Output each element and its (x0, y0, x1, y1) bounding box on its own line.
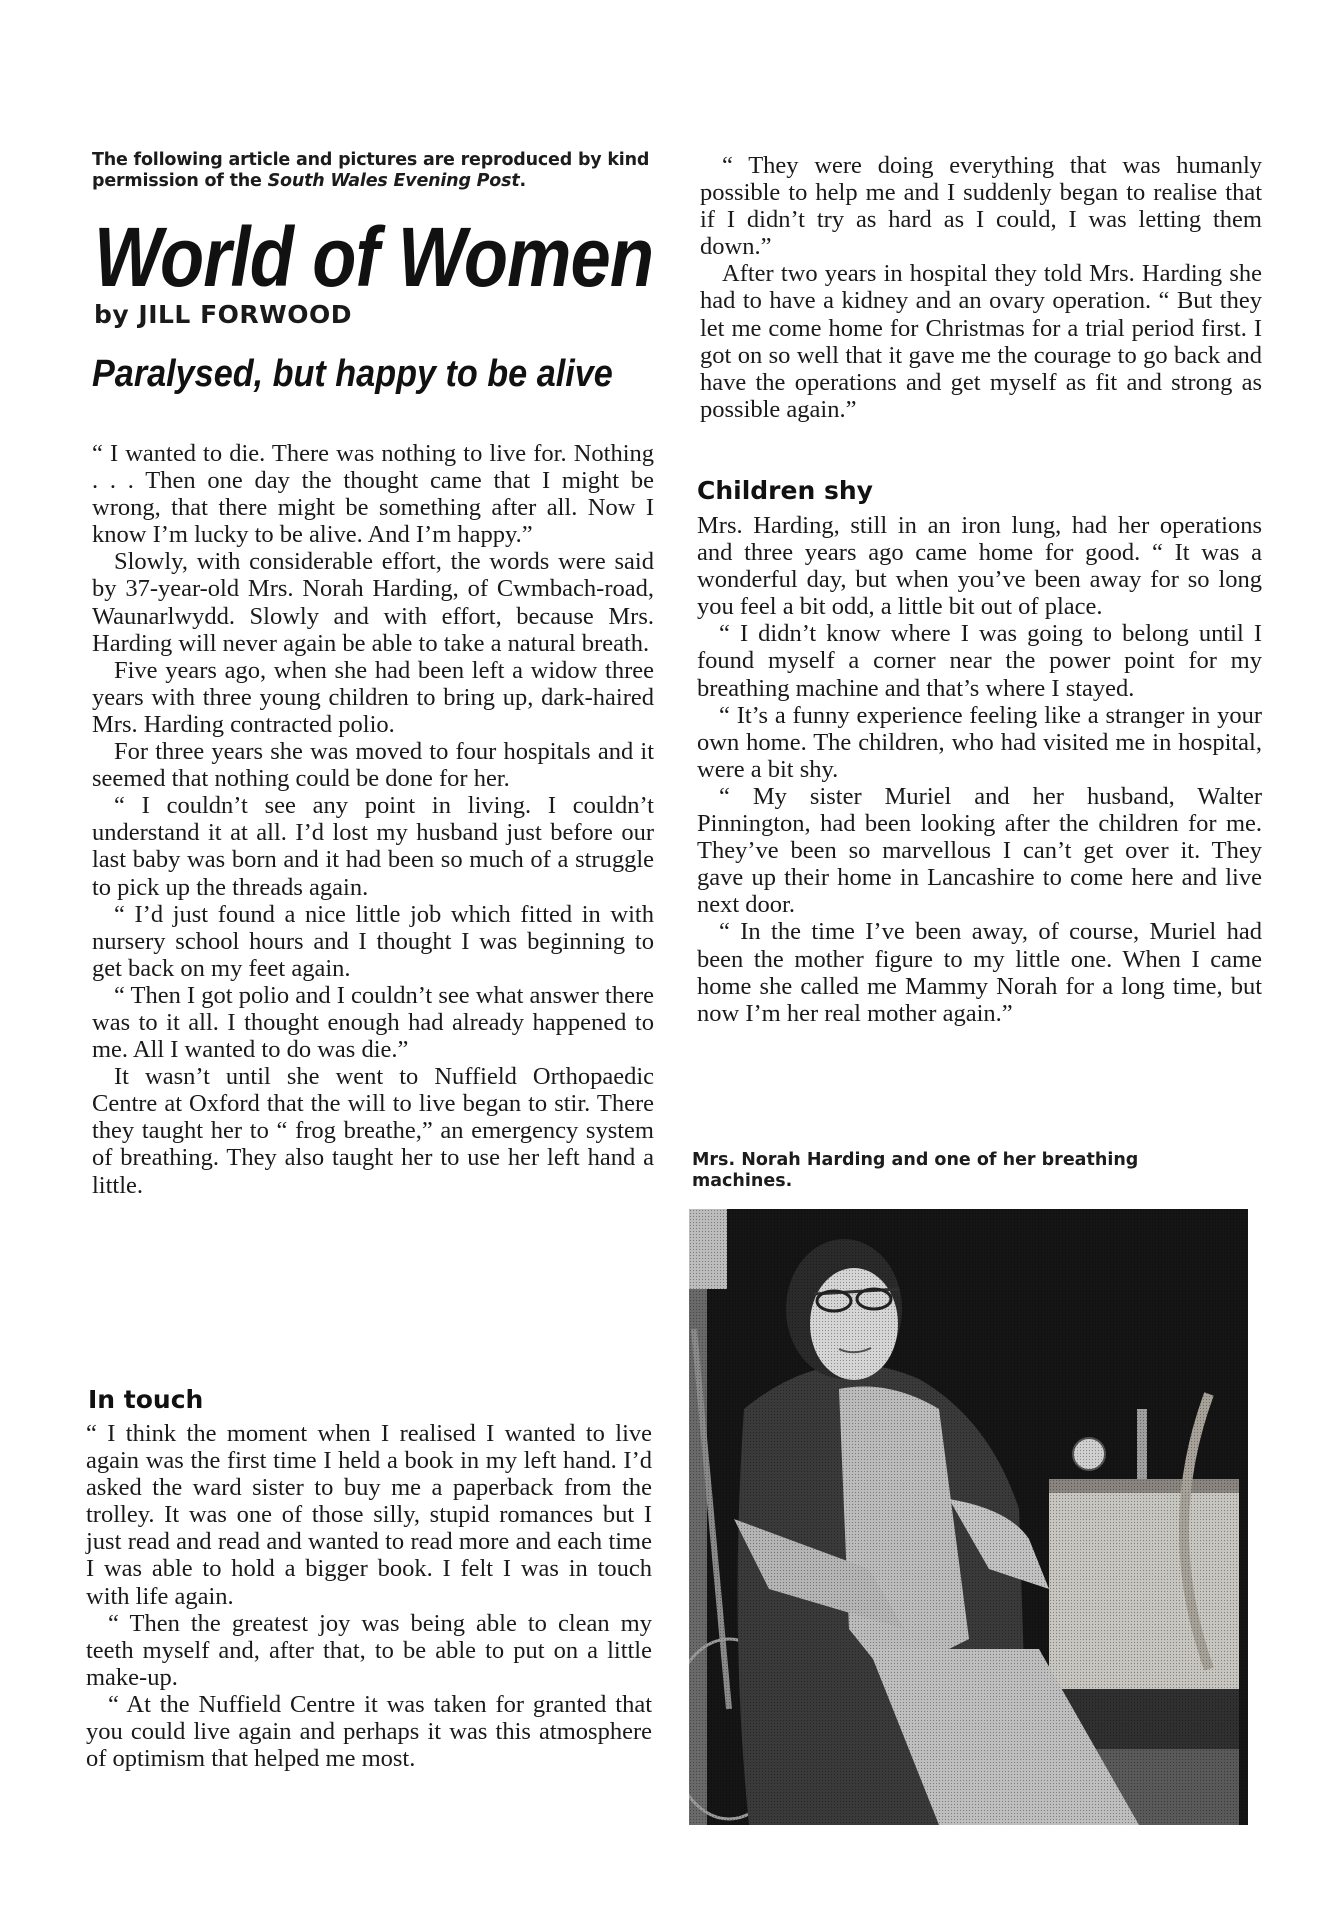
paragraph: “ My sister Muriel and her husband, Walter Pinnington, had been looking after the children for me. They’ve been so marvellous I can’t get over it. They gave up their home in Lancashire to come here and live next door. (697, 782, 1262, 919)
paragraph: “ Then the greatest joy was being able to clean my teeth myself and, after that, to be able to put on a little make-up. (86, 1609, 652, 1691)
paragraph: “ I think the moment when I realised I wanted to live again was the first time I held a book in my left hand. I’d asked the ward sister to buy me a paperback from the trolley. It was one of those silly, stupid romances but I just read and read and wanted to read more and each time I was able to hold a bigger book. I felt I was in touch with life again. (86, 1420, 652, 1610)
paragraph: Slowly, with considerable effort, the words were said by 37-year-old Mrs. Norah Harding, of Cwmbach-road, Waunarlwydd. Slowly and with effort, because Mrs. Harding will never again be able to take a natural breath. (92, 548, 654, 657)
paragraph: “ I wanted to die. There was nothing to live for. Nothing . . . Then one day the thought came that I might be wrong, that there might be something after all. Now I know I’m lucky to be alive. And I’m happy.” (92, 440, 654, 549)
paragraph: “ They were doing everything that was humanly possible to help me and I suddenly began to realise that if I didn’t try as hard as I could, I was letting them down.” (700, 152, 1262, 261)
credit-text: The following article and pictures are reproduced by kind permission of the (92, 150, 650, 191)
right-column-section-2 (697, 512, 1262, 1027)
masthead-title: World of Women (94, 210, 654, 304)
paragraph: “ In the time I’ve been away, of course, Muriel had been the mother figure to my little one. When I came home she called me Mammy Norah for a long time, but now I’m her real mother again.” (697, 918, 1262, 1027)
left-column-section-2 (86, 1420, 652, 1772)
credit-source: South Wales Evening Post (267, 171, 520, 191)
paragraph: Five years ago, when she had been left a widow three years with three young children to bring up, dark-haired Mrs. Harding contracted polio. (92, 656, 654, 738)
paragraph: “ I couldn’t see any point in living. I couldn’t understand it at all. I’d lost my husband just before our last baby was born and it had been so much of a struggle to pick up the threads again. (92, 792, 654, 901)
credit-text-end: . (519, 171, 526, 191)
paragraph: “ Then I got polio and I couldn’t see what answer there was to it all. I thought enough had already happened to me. All I wanted to do was die.” (92, 981, 654, 1064)
byline: by JILL FORWOOD (94, 300, 352, 329)
reproduction-credit (92, 150, 652, 192)
paragraph: After two years in hospital they told Mrs. Harding she had to have a kidney and an ovary operation. “ But they let me come home for Christmas for a trial period first. I got on so well that it gave me the courage to go back and have the operations and get myself as fit and strong as possible again.” (700, 260, 1262, 423)
paragraph: “ I didn’t know where I was going to belong until I found myself a corner near the power point for my breathing machine and that’s where I stayed. (697, 620, 1262, 702)
paragraph: For three years she was moved to four hospitals and it seemed that nothing could be done for her. (92, 738, 654, 793)
photograph-norah-harding (689, 1209, 1248, 1825)
subheading-children-shy: Children shy (697, 476, 873, 505)
paragraph: “ It’s a funny experience feeling like a stranger in your own home. The children, who had visited me in hospital, were a bit shy. (697, 701, 1262, 783)
paragraph: Mrs. Harding, still in an iron lung, had her operations and three years ago came home for good. “ It was a wonderful day, but when you’ve been away for so long you feel a bit odd, a little bit out of place. (697, 512, 1262, 621)
paragraph: “ I’d just found a nice little job which fitted in with nursery school hours and I thought I was beginning to get back on my feet again. (92, 900, 654, 982)
article-headline: Paralysed, but happy to be alive (92, 353, 613, 395)
photo-caption: Mrs. Norah Harding and one of her breathing machines. (692, 1150, 1139, 1191)
paragraph: “ At the Nuffield Centre it was taken for granted that you could live again and perhaps it was this atmosphere of optimism that helped me most. (86, 1690, 652, 1773)
paragraph: It wasn’t until she went to Nuffield Orthopaedic Centre at Oxford that the will to live began to stir. There they taught her to “ frog breathe,” an emergency system of breathing. They also taught her to use her left hand a little. (92, 1063, 654, 1199)
left-column-section-1 (92, 440, 654, 1199)
right-column-section-1 (700, 152, 1262, 423)
subheading-in-touch: In touch (88, 1385, 204, 1414)
photo-illustration (689, 1209, 1248, 1825)
